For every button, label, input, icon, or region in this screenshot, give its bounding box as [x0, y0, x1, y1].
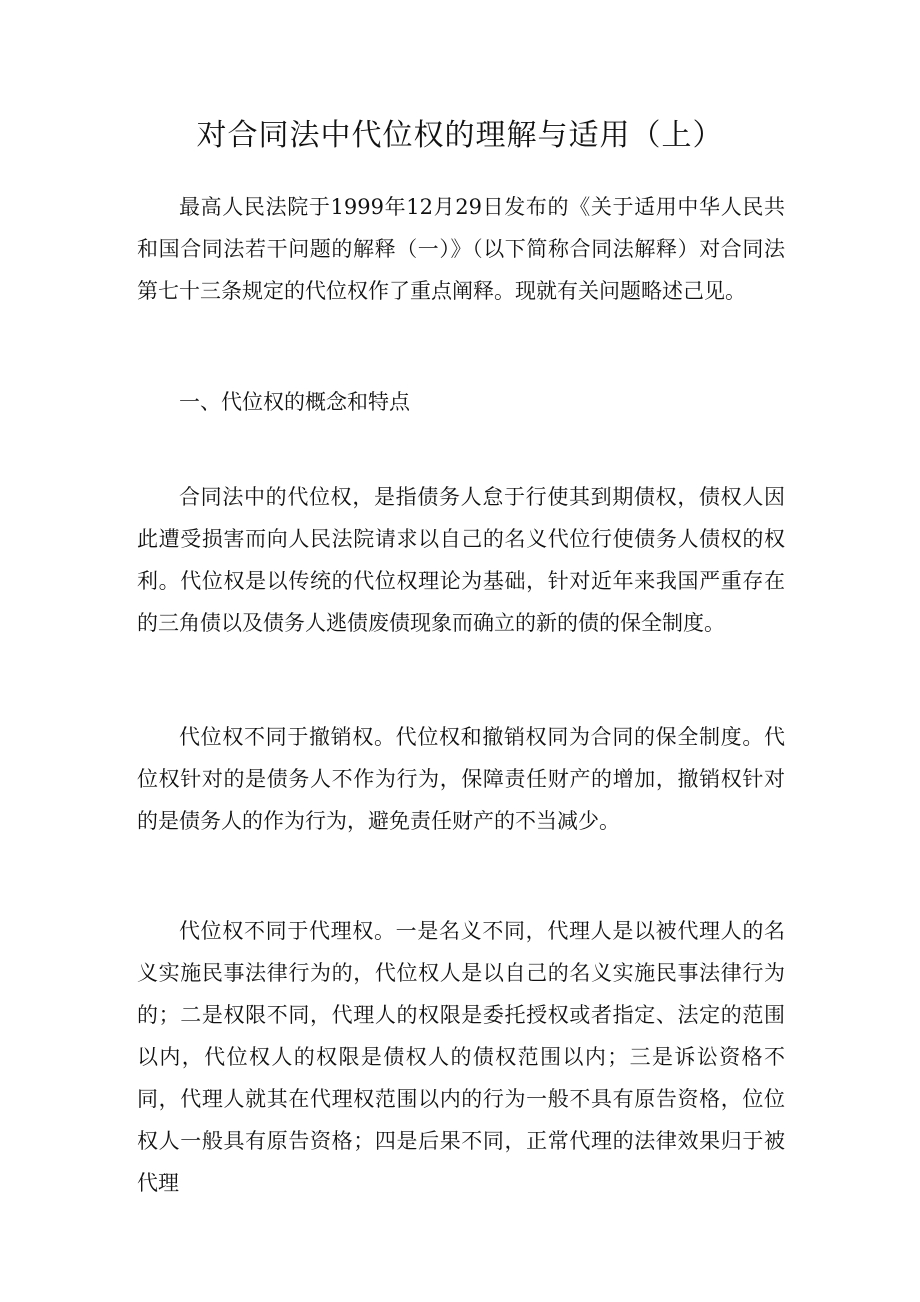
paragraph-intro: 最高人民法院于1999年12月29日发布的《关于适用中华人民共和国合同法若干问题的解释（一）》（以下简称合同法解释）对合同法第七十三条规定的代位权作了重点阐释。现就有关问题略述己见。 [137, 195, 785, 303]
paragraph-agency-comparison: 代位权不同于代理权。一是名义不同，代理人是以被代理人的名义实施民事法律行为的，代位权人是以自己的名义实施民事法律行为的；二是权限不同，代理人的权限是委托授权或者指定、法定的范围以内，代位权人的权限是债权人的债权范围以内；三是诉讼资格不同，代理人就其在代理权范围以内的行为一般不具有原告资格，位位权人一般具有原告资格；四是后果不同，正常代理的法律效果归于被代理 [137, 919, 785, 1195]
paragraph-definition: 合同法中的代位权，是指债务人怠于行使其到期债权，债权人因此遭受损害而向人民法院请求以自己的名义代位行使债务人债权的权利。代位权是以传统的代位权理论为基础，针对近年来我国严重存在的三角债以及债务人逃债废债现象而确立的新的债的保全制度。 [137, 485, 785, 635]
paragraph-revocation-comparison: 代位权不同于撤销权。代位权和撤销权同为合同的保全制度。代位权针对的是债务人不作为行为，保障责任财产的增加，撤销权针对的是债务人的作为行为，避免责任财产的不当减少。 [137, 725, 785, 833]
section-heading: 一、代位权的概念和特点 [179, 390, 410, 414]
document-title: 对合同法中代位权的理解与适用（上） [196, 118, 724, 153]
